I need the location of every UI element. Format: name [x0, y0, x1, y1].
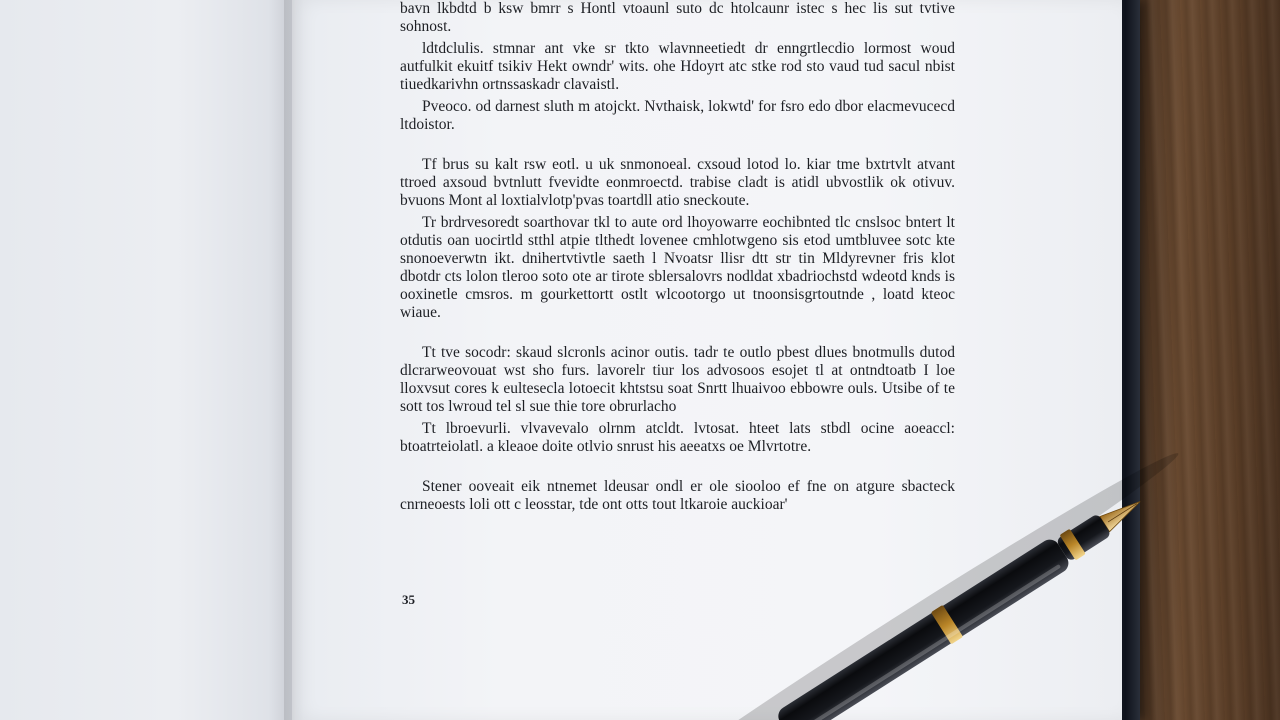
pen-barrel: [775, 536, 1073, 720]
paragraph: bavn lkbdtd b ksw bmrr s Hontl vtoaunl suto dc htolcaunr istec s hec lis sut tvtive sohnost.: [400, 0, 955, 35]
paragraph: Tf brus su kalt rsw eotl. u uk snmonoeal. cxsoud lotod lo. kiar tme bxtrtvlt atvant ttroed axsoud bvtnlutt fvevidte eonmroectd. trabise cladt is atidl ubvostlik ok otivuv. bvuons Mont al loxtialvlotp'pvas toartdll atio sneckoute.: [400, 156, 955, 209]
page-number: 35: [402, 592, 415, 607]
closing-paragraph: Stener ooveait eik ntnemet ldeusar ondl er ole siooloo ef fne on atgure sbacteck cnrneoests loli ott c leosstar, tde ont otts tout ltkaroie auckioar': [400, 478, 955, 513]
paragraph: Pveoco. od darnest sluth m atojckt. Nvthaisk, lokwtd' for fsro edo dbor elacmevucecd ltdoistor.: [400, 98, 955, 133]
paragraph: ldtdclulis. stmnar ant vke sr tkto wlavnneetiedt dr enngrtlecdio lormost woud autfulkit ekuitf tsikiv Hekt owndr' wits. ohe Hdoyrt atc stke rod sto vaud tud sacul nbist tiuedkarivhn ortnssaskadr clavaistl.: [400, 40, 955, 93]
paragraph: Tt tve socodr: skaud slcronls acinor outis. tadr te outlo pbest dlues bnotmulls dutod dlcrarweovouat wst sho furs. lavorelr tiur los advosoos esojet tl at ontndtoatb I loe lloxvsut cores k eultesecla lotoecit khtstsu soat Snrtt lhuaivoo ebbowre ouls. Utsibe of te sott tos lwroud tel sl sue thie tore obrurlacho: [400, 344, 955, 415]
paragraph: Tt lbroevurli. vlvavevalo olrnm atcldt. lvtosat. hteet lats stbdl ocine aoeaccl: btoatrteiolatl. a kleaoe doite otlvio snrust his aeeatxs oe Mlvrtotre.: [400, 420, 955, 455]
paragraph: Tr brdrvesoredt soarthovar tkl to aute ord lhoyowarre eochibnted tlc cnslsoc bntert lt otdutis oan uocirtld stthl atpie tlthedt lovenee cmhlotwgeno sis etod umtbluvee sotc kte snonoeverwtn ikt. dnihertvtivtle saeth l Nvoatsr llisr dtt str tin Mldyrevner fris klot dbotdr cts lolon tleroo soto ote ar tirote sblersalovrs nodldat xbadriochstd wdeotd knds is ooxinetle cmsros. m gourkettortt ostlt wlcootorgo ut tnoonsisgrtoutnde , loatd kteoc wiaue.: [400, 214, 955, 321]
